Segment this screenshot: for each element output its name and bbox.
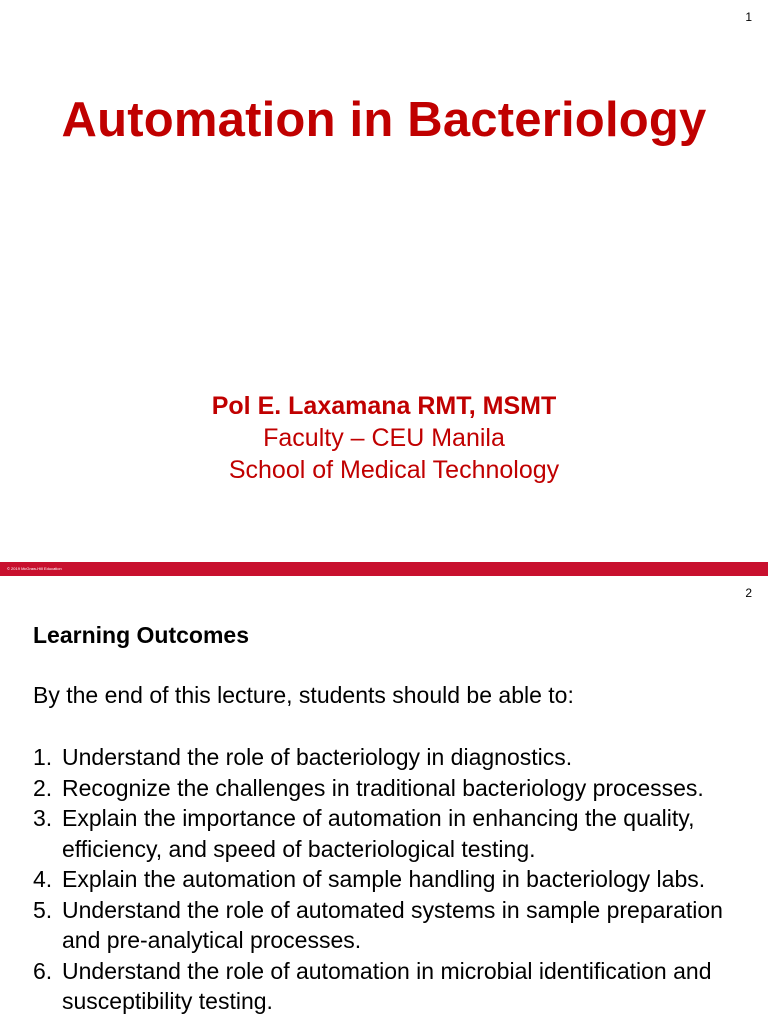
page-number: 1 xyxy=(745,10,752,24)
item-text: Recognize the challenges in traditional bacteriology processes. xyxy=(62,774,704,801)
list-item xyxy=(33,773,753,804)
item-number: 2. xyxy=(33,774,53,801)
item-number: 6. xyxy=(33,957,53,984)
item-text: Explain the automation of sample handling in bacteriology labs. xyxy=(62,866,706,892)
item-number: 1. xyxy=(33,744,53,770)
slide-2 xyxy=(0,578,768,1024)
item-text: Understand the role of automation in microbial identification and susceptibility testing. xyxy=(62,957,712,1014)
item-text: Understand the role of bacteriology in diagnostics. xyxy=(62,744,573,770)
list-item xyxy=(33,742,753,773)
item-number: 3. xyxy=(33,805,53,831)
list-item xyxy=(33,956,753,1017)
list-item xyxy=(33,803,753,864)
page-number: 2 xyxy=(745,586,752,600)
list-item xyxy=(33,864,753,895)
item-text: Understand the role of automated systems in sample preparation and pre-analytical processes. xyxy=(62,896,723,953)
author-name: Pol E. Laxamana RMT, MSMT xyxy=(211,392,557,420)
slide-title: Automation in Bacteriology xyxy=(61,93,707,147)
section-heading: Learning Outcomes xyxy=(33,622,249,648)
item-text: Explain the importance of automation in enhancing the quality, efficiency, and speed of bacteriological testing. xyxy=(62,805,695,862)
footer-copyright: © 2019 McGraw-Hill Education xyxy=(7,566,62,571)
list-item xyxy=(33,895,753,956)
author-school: School of Medical Technology xyxy=(228,456,560,484)
author-affiliation: Faculty – CEU Manila xyxy=(263,424,505,452)
footer-bar xyxy=(0,562,768,576)
author-block xyxy=(0,390,768,486)
outcomes-list xyxy=(33,742,753,1017)
item-number: 5. xyxy=(33,896,53,923)
intro-text: By the end of this lecture, students should be able to: xyxy=(33,682,574,708)
item-number: 4. xyxy=(33,866,53,892)
